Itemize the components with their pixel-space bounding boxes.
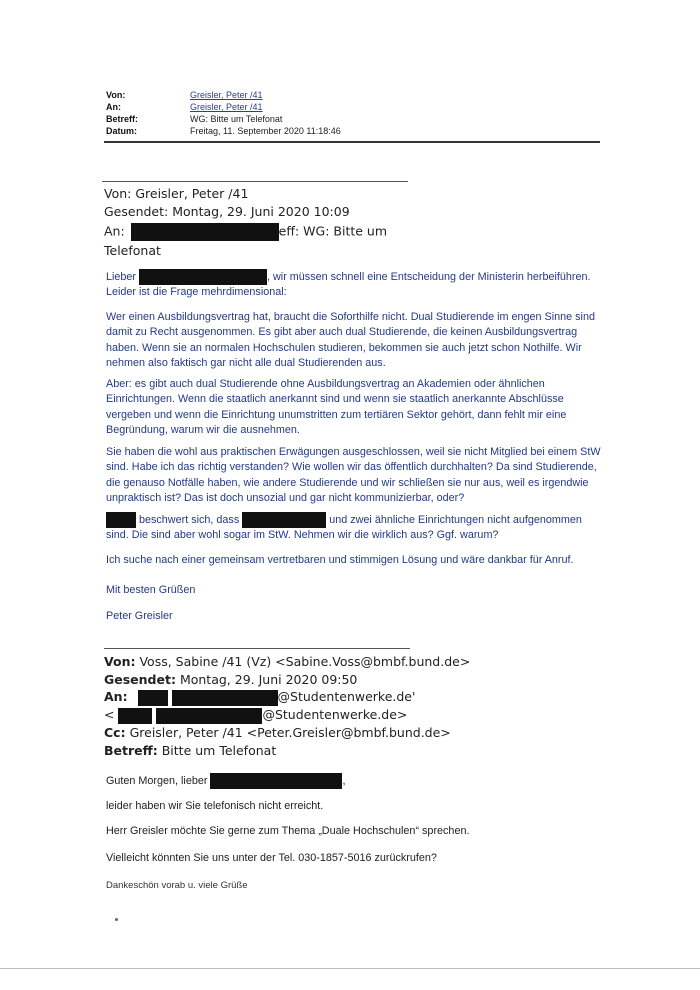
fwd2-von-label: Von: (104, 654, 136, 669)
greeting-line2: Leider ist die Frage mehrdimensional: (106, 286, 287, 298)
paragraph-1: Wer einen Ausbildungsvertrag hat, braucht die Soforthilfe nicht. Dual Studierende im engen Sinne sind damit zu Recht ausgenommen. Es gibt aber auch dual Studierende, die keinen Ausbildungsvertrag haben. Wenn sie an normalen Hochschulen studieren, bekommen sie auch jetzt schon Nothilfe. Wir nehmen also faktisch gar nicht alle dual Studierenden aus. (106, 311, 595, 370)
paragraph-4-a: beschwert sich, dass (139, 513, 240, 526)
redaction-block (138, 690, 168, 706)
von-label: Von: (106, 90, 126, 100)
fwd2-divider (104, 648, 410, 649)
fwd2-cc-value: Greisler, Peter /41 <Peter.Greisler@bmbf.bund.de> (129, 725, 451, 740)
fwd2-an-addr2: @Studentenwerke.de> (262, 707, 408, 722)
greeting-end: , wir müssen schnell eine Entscheidung der Ministerin herbeiführen. (267, 270, 591, 283)
paragraph-4-b: und zwei ähnliche Einrichtungen nicht aufgenommen (329, 513, 582, 526)
body2-greeting-end: , (342, 774, 346, 787)
fwd2-betreff-value: Bitte um Telefonat (161, 743, 277, 758)
fwd2-von-value: Voss, Sabine /41 (Vz) <Sabine.Voss@bmbf.bund.de> (139, 654, 471, 669)
fwd1-divider (102, 181, 408, 182)
paragraph-3: Sie haben die wohl aus praktischen Erwägungen ausgeschlossen, weil sie nicht Mitglied bei einem StW sind. Habe ich das richtig verstanden? Wie wollen wir das öffentlich durchhalten? Da sind Studierende, die genauso Notfälle haben, wie andere Studierende und wir schließen sie nur aus, weil es irgendwie unpraktisch ist? Das ist doch unsozial und gar nicht kommunizierbar, oder? (106, 446, 601, 505)
fwd2-an-addr2-prefix: < (104, 707, 115, 722)
fwd2-von-line (104, 654, 470, 669)
scan-speck (115, 918, 118, 921)
fwd2-cc-label: Cc: (104, 725, 126, 740)
fwd1-betreff: eff: WG: Bitte um (278, 223, 388, 239)
fwd2-cc-line (104, 725, 451, 740)
body2-greeting: Guten Morgen, lieber (106, 774, 208, 787)
redaction-block (131, 223, 279, 241)
signature: Peter Greisler (106, 610, 173, 622)
body2-line2: Herr Greisler möchte Sie gerne zum Thema „Duale Hochschulen“ sprechen. (106, 825, 470, 837)
datum-value: Freitag, 11. September 2020 11:18:46 (190, 126, 341, 136)
fwd2-an-label: An: (104, 689, 128, 704)
an-label: An: (106, 102, 121, 112)
paragraph-2: Aber: es gibt auch dual Studierende ohne Ausbildungsvertrag an Akademien oder ähnlichen Einrichtungen. Wenn die staatlich anerkannt sind und wenn sie staatlich anerkannte Abschlüsse vergeben und wenn die Einrichtung unumstritten zum tertiären Sektor gehört, dann fehlt mir eine Begründung, warum wir die ausnehmen. (106, 378, 567, 437)
an-link[interactable]: Greisler, Peter /41 (190, 102, 263, 112)
paragraph-4-line2: sind. Die sind aber wohl sogar im StW. Nehmen wir die wirklich aus? Ggf. warum? (106, 529, 499, 541)
redaction-block (118, 708, 152, 724)
fwd1-an-line (104, 223, 387, 241)
greeting-start: Lieber (106, 270, 137, 283)
body2-line1: leider haben wir Sie telefonisch nicht erreicht. (106, 800, 324, 812)
redaction-block (156, 708, 262, 724)
fwd1-telefonat: Telefonat (104, 243, 161, 258)
body2-line3: Vielleicht könnten Sie uns unter der Tel. 030-1857-5016 zurückrufen? (106, 852, 437, 864)
betreff-label: Betreff: (106, 114, 139, 124)
page-edge-line (0, 968, 700, 969)
body2-line4: Dankeschön vorab u. viele Grüße (106, 880, 248, 891)
redaction-block (210, 773, 342, 789)
header-divider (104, 141, 600, 143)
fwd2-gesendet-line (104, 672, 357, 687)
fwd2-an-addr1: @Studentenwerke.de' (277, 689, 416, 704)
paragraph-4-line1 (106, 512, 606, 528)
fwd1-gesendet: Gesendet: Montag, 29. Juni 2020 10:09 (104, 204, 350, 219)
fwd2-gesendet-label: Gesendet: (104, 672, 176, 687)
body2-greeting-line (106, 773, 606, 789)
fwd1-von: Von: Greisler, Peter /41 (104, 186, 249, 201)
betreff-value: WG: Bitte um Telefonat (190, 114, 283, 124)
redaction-block (139, 269, 267, 285)
redaction-block (242, 512, 326, 528)
greeting-line (106, 269, 606, 285)
fwd1-an-label: An: (104, 223, 125, 239)
redaction-block (172, 690, 278, 706)
von-link[interactable]: Greisler, Peter /41 (190, 90, 263, 100)
fwd2-betreff-label: Betreff: (104, 743, 158, 758)
redaction-block (106, 512, 136, 528)
fwd2-betreff-line (104, 743, 276, 758)
paragraph-5: Ich suche nach einer gemeinsam vertretbaren und stimmigen Lösung und wäre dankbar für Anruf. (106, 554, 574, 566)
fwd2-an-line2 (104, 707, 407, 724)
fwd2-gesendet-value: Montag, 29. Juni 2020 09:50 (179, 672, 358, 687)
fwd2-an-line (104, 689, 434, 706)
closing: Mit besten Grüßen (106, 584, 196, 596)
datum-label: Datum: (106, 126, 137, 136)
